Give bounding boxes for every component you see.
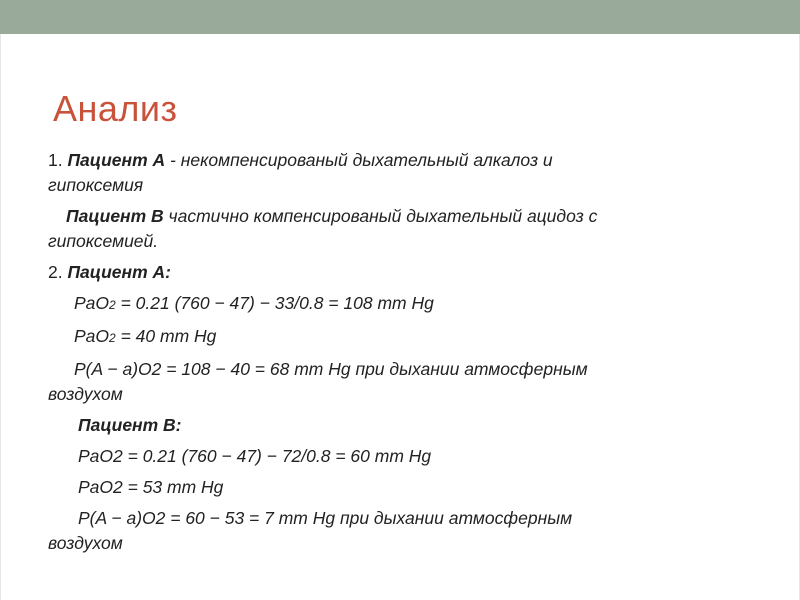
- slide-content: [48, 148, 768, 556]
- patient-b-equation-1: PaO2 = 0.21 (760 − 47) − 72/0.8 = 60 mm Hg: [78, 446, 432, 466]
- patient-b-equation-2: PaO2 = 53 mm Hg: [78, 477, 224, 497]
- patient-a-diagnosis-cont: гипоксемия: [48, 175, 144, 195]
- patient-a-heading: Пациент А:: [67, 262, 171, 282]
- top-band: [0, 0, 800, 34]
- paragraph-1: [48, 148, 768, 173]
- patient-a-equation-3-cont: воздухом: [48, 384, 123, 404]
- list-number-2: 2.: [48, 262, 68, 282]
- paragraph-3: [48, 260, 768, 285]
- patient-a-diagnosis: - некомпенсированый дыхательный алкалоз и: [165, 150, 553, 170]
- patient-a-label: Пациент А: [67, 150, 166, 170]
- patient-a-equation-1: PaO2 = 0.21 (760 − 47) − 33/0.8 = 108 mm Hg: [74, 293, 434, 313]
- patient-b-diagnosis-cont: гипоксемией.: [48, 231, 159, 251]
- list-number: 1.: [48, 150, 68, 170]
- paragraph-2: [48, 204, 768, 229]
- patient-b-diagnosis: частично компенсированый дыхательный ацидоз с: [163, 206, 598, 226]
- patient-b-equation-3-cont: воздухом: [48, 533, 123, 553]
- patient-a-equation-2: PaO2 = 40 mm Hg: [74, 326, 217, 346]
- patient-b-heading: Пациент В:: [78, 415, 182, 435]
- patient-b-label: Пациент В: [66, 206, 164, 226]
- patient-b-equation-3: P(A − a)O2 = 60 − 53 = 7 mm Hg при дыхании атмосферным: [78, 508, 573, 528]
- slide-title: Анализ: [53, 88, 178, 129]
- patient-a-equation-3: P(A − a)O2 = 108 − 40 = 68 mm Hg при дыхании атмосферным: [74, 359, 588, 379]
